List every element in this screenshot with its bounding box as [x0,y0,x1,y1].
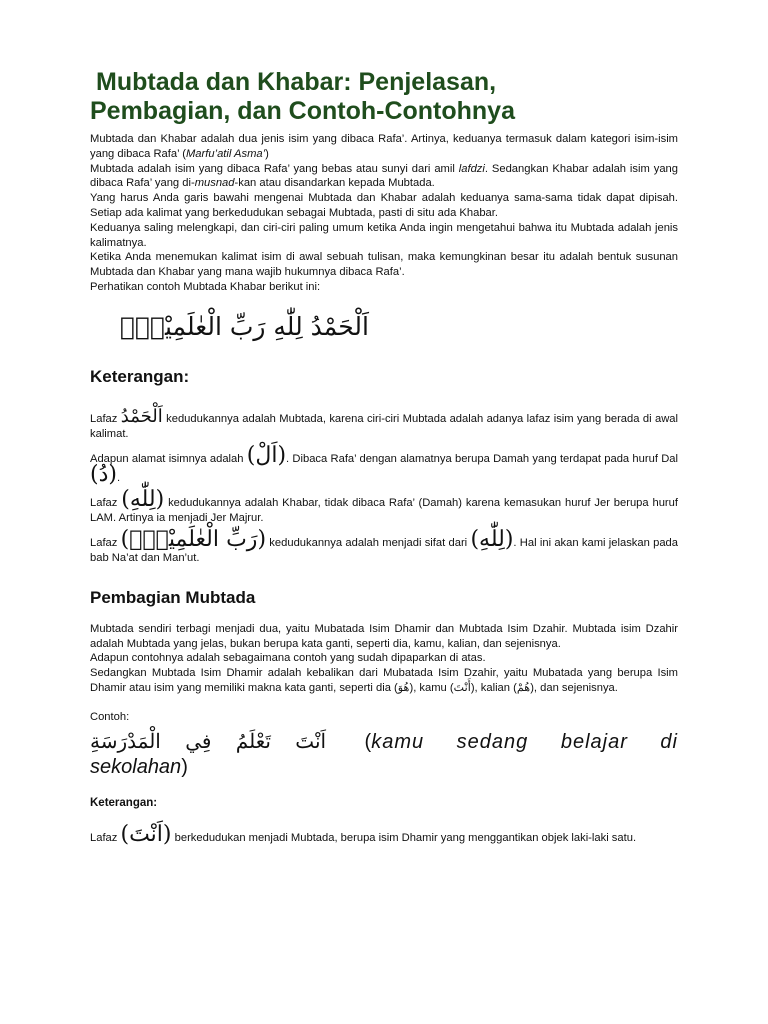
page-title [90,68,678,126]
k1-l3-arabic: (لِلّٰهِ) [121,486,165,512]
k1-l3-post: kedudukannya adalah Khabar, tidak dibaca Rafa’ (Damah) karena kemasukan huruf Jer berupa huruf LAM. Artinya ia menjadi Jer Majrur. [90,496,678,524]
intro-paragraph-6: Perhatikan contoh Mubtada Khabar berikut ini: [90,280,321,293]
k1-l3-pre: Lafaz [90,496,122,509]
k1-l4-arabic: (رَبِّ الْعٰلَمِيْنَۙ) [120,526,267,552]
pembagian-paragraph-3 [90,666,678,696]
pembagian-heading: Pembagian Mubtada [90,587,256,607]
intro-paragraph-4: Keduanya saling melengkapi, dan ciri-ciri paling umum ketika Anda ingin mengetahui bahwa itu Mubtada adalah jenis kalimatnya. [90,221,678,249]
keterangan-line-2 [90,442,678,487]
keterangan-2-heading: Keterangan: [90,796,158,809]
pb-p3-b: ), kamu ( [409,681,454,694]
k1-l2-arabic-2: (دُ) [90,461,117,487]
intro-paragraph-2 [90,162,678,192]
k2-l1-arabic: (اَنْتَ) [120,821,172,847]
contoh-tail-text: sekolahan [90,755,182,778]
k2-l1-post: berkedudukan menjadi Mubtada, berupa isim Dhamir yang menggantikan objek laki-laki satu. [171,831,637,844]
contoh-translation-tail [90,756,678,779]
k1-l1-arabic: اَلْحَمْدُ [120,405,163,427]
intro-p2-text-c: -kan atau disandarkan kepada Mubtada. [234,177,435,190]
contoh-arabic: اَنْتَ تَعْلَمُ فِي الْمَدْرَسَةِ [90,728,327,753]
pb-p3-arabic-1: هُوَ [397,680,410,694]
k1-l4-mid: kedudukannya adalah menjadi sifat dari [266,536,471,549]
keterangan-line-4 [90,526,678,566]
intro-p2-text-b: . Sedangkan Khabar adalah isim yang dibaca Rafa’ yang di- [90,162,678,190]
pembagian-paragraph-1: Mubtada sendiri terbagi menjadi dua, yaitu Mubatada Isim Dhamir dan Mubtada Isim Dzahir. Mubtada isim Dzahir adalah Mubtada yang jelas, bukan berupa kata ganti, seperti dia, kamu, kalian, dan sejenisnya. [90,622,678,650]
intro-p1-italic: Marfu’atil Asma’ [185,147,266,160]
title-line-2: Pembagian, dan Contoh-Contohnya [90,97,515,125]
example-arabic-verse: اَلْحَمْدُ لِلّٰهِ رَبِّ الْعٰلَمِيْنَۙ [120,311,369,341]
k1-l2-pre: Adapun alamat isimnya adalah [90,452,247,465]
pb-p3-d: ), dan sejenisnya. [530,681,618,694]
k1-l2-arabic: (اَلْ) [246,442,287,468]
pembagian-paragraph-2: Adapun contohnya adalah sebagaimana contoh yang sudah dipaparkan di atas. [90,652,486,665]
keterangan-line-1 [90,405,678,442]
keterangan-line-3 [90,486,678,526]
intro-p1-text: Mubtada dan Khabar adalah dua jenis isim yang dibaca Rafa’. Artinya, keduanya termasuk dalam kategori isim-isim yang dibaca Rafa’ ( [90,133,678,160]
k1-l2-post: . Dibaca Rafa’ dengan alamatnya berupa Damah yang terdapat pada huruf Dal [286,452,678,465]
k1-l4-arabic-2: (لِلّٰهِ) [470,526,514,552]
intro-p2-italic-2: musnad [194,177,235,190]
k1-l1-post: kedudukannya adalah Mubtada, karena ciri-ciri Mubtada adalah adanya lafaz isim yang berada di awal kalimat. [90,412,678,440]
k1-l2-end: . [116,471,121,484]
pb-p3-arabic-3: هُمْ [516,680,531,694]
intro-p2-italic-1: lafdzi [458,162,485,175]
title-line-1: Mubtada dan Khabar: Penjelasan, [96,68,497,96]
contoh-translation-wrap [365,731,678,754]
k1-l4-post: . Hal ini akan kami jelaskan pada bab Na’at dan Man’ut. [90,536,678,564]
keterangan-heading: Keterangan: [90,366,190,386]
contoh-example [90,729,678,754]
intro-paragraph-5: Ketika Anda menemukan kalimat isim di awal sebuah tulisan, maka kemungkinan besar itu adalah bentuk susunan Mubtada dan Khabar yang mana wajib hukumnya dibaca Rafa’. [90,251,678,279]
contoh-close-paren: ) [181,755,188,778]
article [90,68,678,846]
intro-p1-end: ) [265,147,269,160]
pb-p3-c: ), kalian ( [470,681,517,694]
k1-l1-pre: Lafaz [90,412,121,425]
contoh-label: Contoh: [90,710,130,723]
pb-p3-a: Sedangkan Mubtada Isim Dhamir adalah kebalikan dari Mubatada Isim Dzahir, yaitu Mubatada yang berupa Isim Dhamir atau isim yang memiliki makna kata ganti, seperti dia ( [90,667,678,694]
intro-p2-text-a: Mubtada adalah isim yang dibaca Rafa’ yang bebas atau sunyi dari amil [90,162,459,175]
intro-paragraph-1 [90,132,678,162]
keterangan-2-line-1 [90,821,678,847]
contoh-open-paren: ( [364,730,372,753]
pb-p3-arabic-2: أَنْتَ [453,680,471,694]
intro-paragraph-3: Yang harus Anda garis bawahi mengenai Mubtada dan Khabar adalah keduanya sama-sama tidak dapat dipisah. Setiap ada kalimat yang berkedudukan sebagai Mubtada, pasti di situ ada Khabar. [90,192,678,219]
k2-l1-pre: Lafaz [90,831,121,844]
k1-l4-pre: Lafaz [90,536,121,549]
contoh-translation: kamu sedang belajar di [371,730,678,753]
